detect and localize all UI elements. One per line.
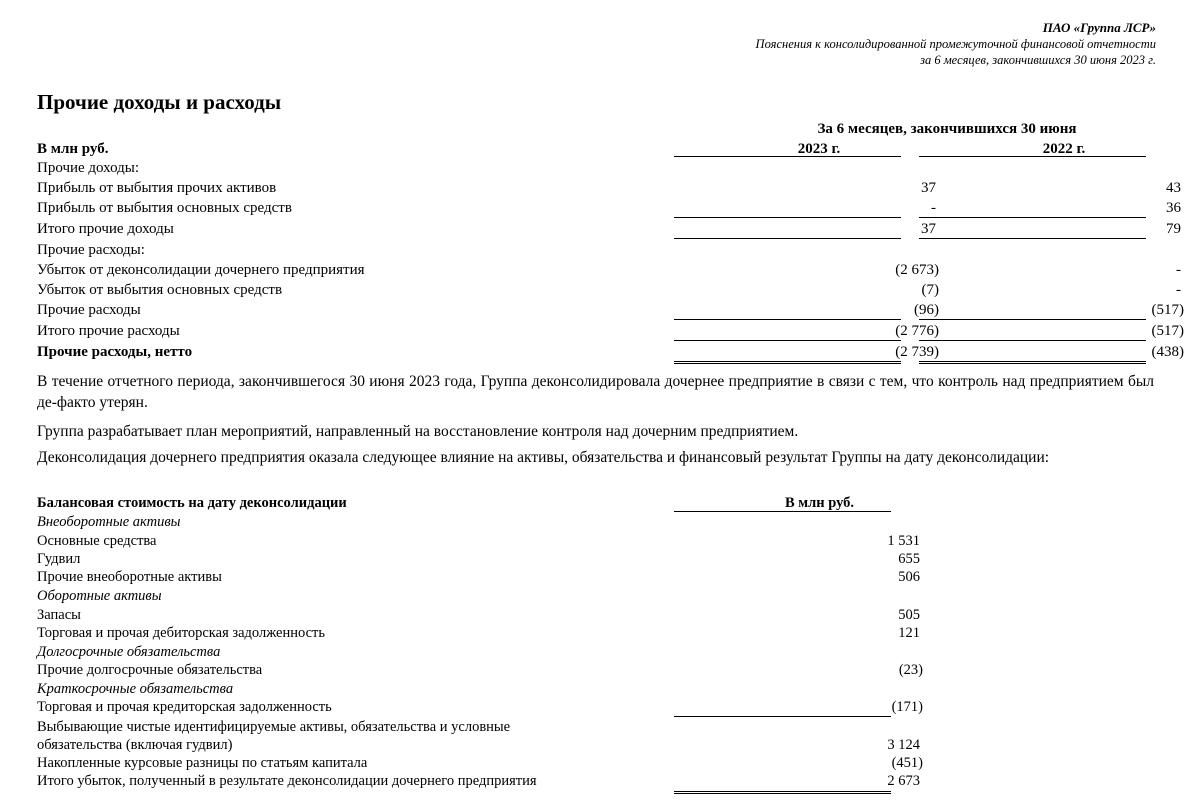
rule xyxy=(919,340,1146,341)
report-header xyxy=(756,20,1156,68)
rule xyxy=(674,340,901,341)
rule xyxy=(919,217,1146,218)
rule xyxy=(919,156,1146,157)
double-rule xyxy=(674,361,901,364)
report-period: за 6 месяцев, закончившихся 30 июня 2023 г. xyxy=(920,53,1156,67)
report-subtitle: Пояснения к консолидированной промежуточной финансовой отчетности xyxy=(755,37,1156,51)
double-rule xyxy=(674,791,891,794)
paragraph: Группа разрабатывает план мероприятий, направленный на восстановление контроля над дочерним предприятием. xyxy=(37,423,799,440)
rule xyxy=(674,156,901,157)
rule xyxy=(919,238,1146,239)
rule xyxy=(674,238,901,239)
rule xyxy=(674,319,901,320)
col-2023-header: 2023 г. xyxy=(797,141,841,157)
paragraph: Деконсолидация дочернего предприятия оказала следующее влияние на активы, обязательства и финансовый результат Группы на дату деконсолидации: xyxy=(37,449,1050,466)
period-header: За 6 месяцев, закончившихся 30 июня xyxy=(817,121,1077,137)
double-rule xyxy=(919,361,1146,364)
section-title: Прочие доходы и расходы xyxy=(37,90,282,114)
rule xyxy=(674,217,901,218)
rule xyxy=(674,716,891,717)
rule xyxy=(919,319,1146,320)
unit-label: В млн руб. xyxy=(37,141,109,157)
paragraph: В течение отчетного периода, закончившегося 30 июня 2023 года, Группа деконсолидировала дочернее предприятие в связи с тем, что контроль над предприятием был де-факто утерян. xyxy=(37,373,1154,411)
rule xyxy=(674,511,891,512)
company-name: ПАО «Группа ЛСР» xyxy=(1042,20,1156,35)
col-2022-header: 2022 г. xyxy=(1042,141,1086,157)
